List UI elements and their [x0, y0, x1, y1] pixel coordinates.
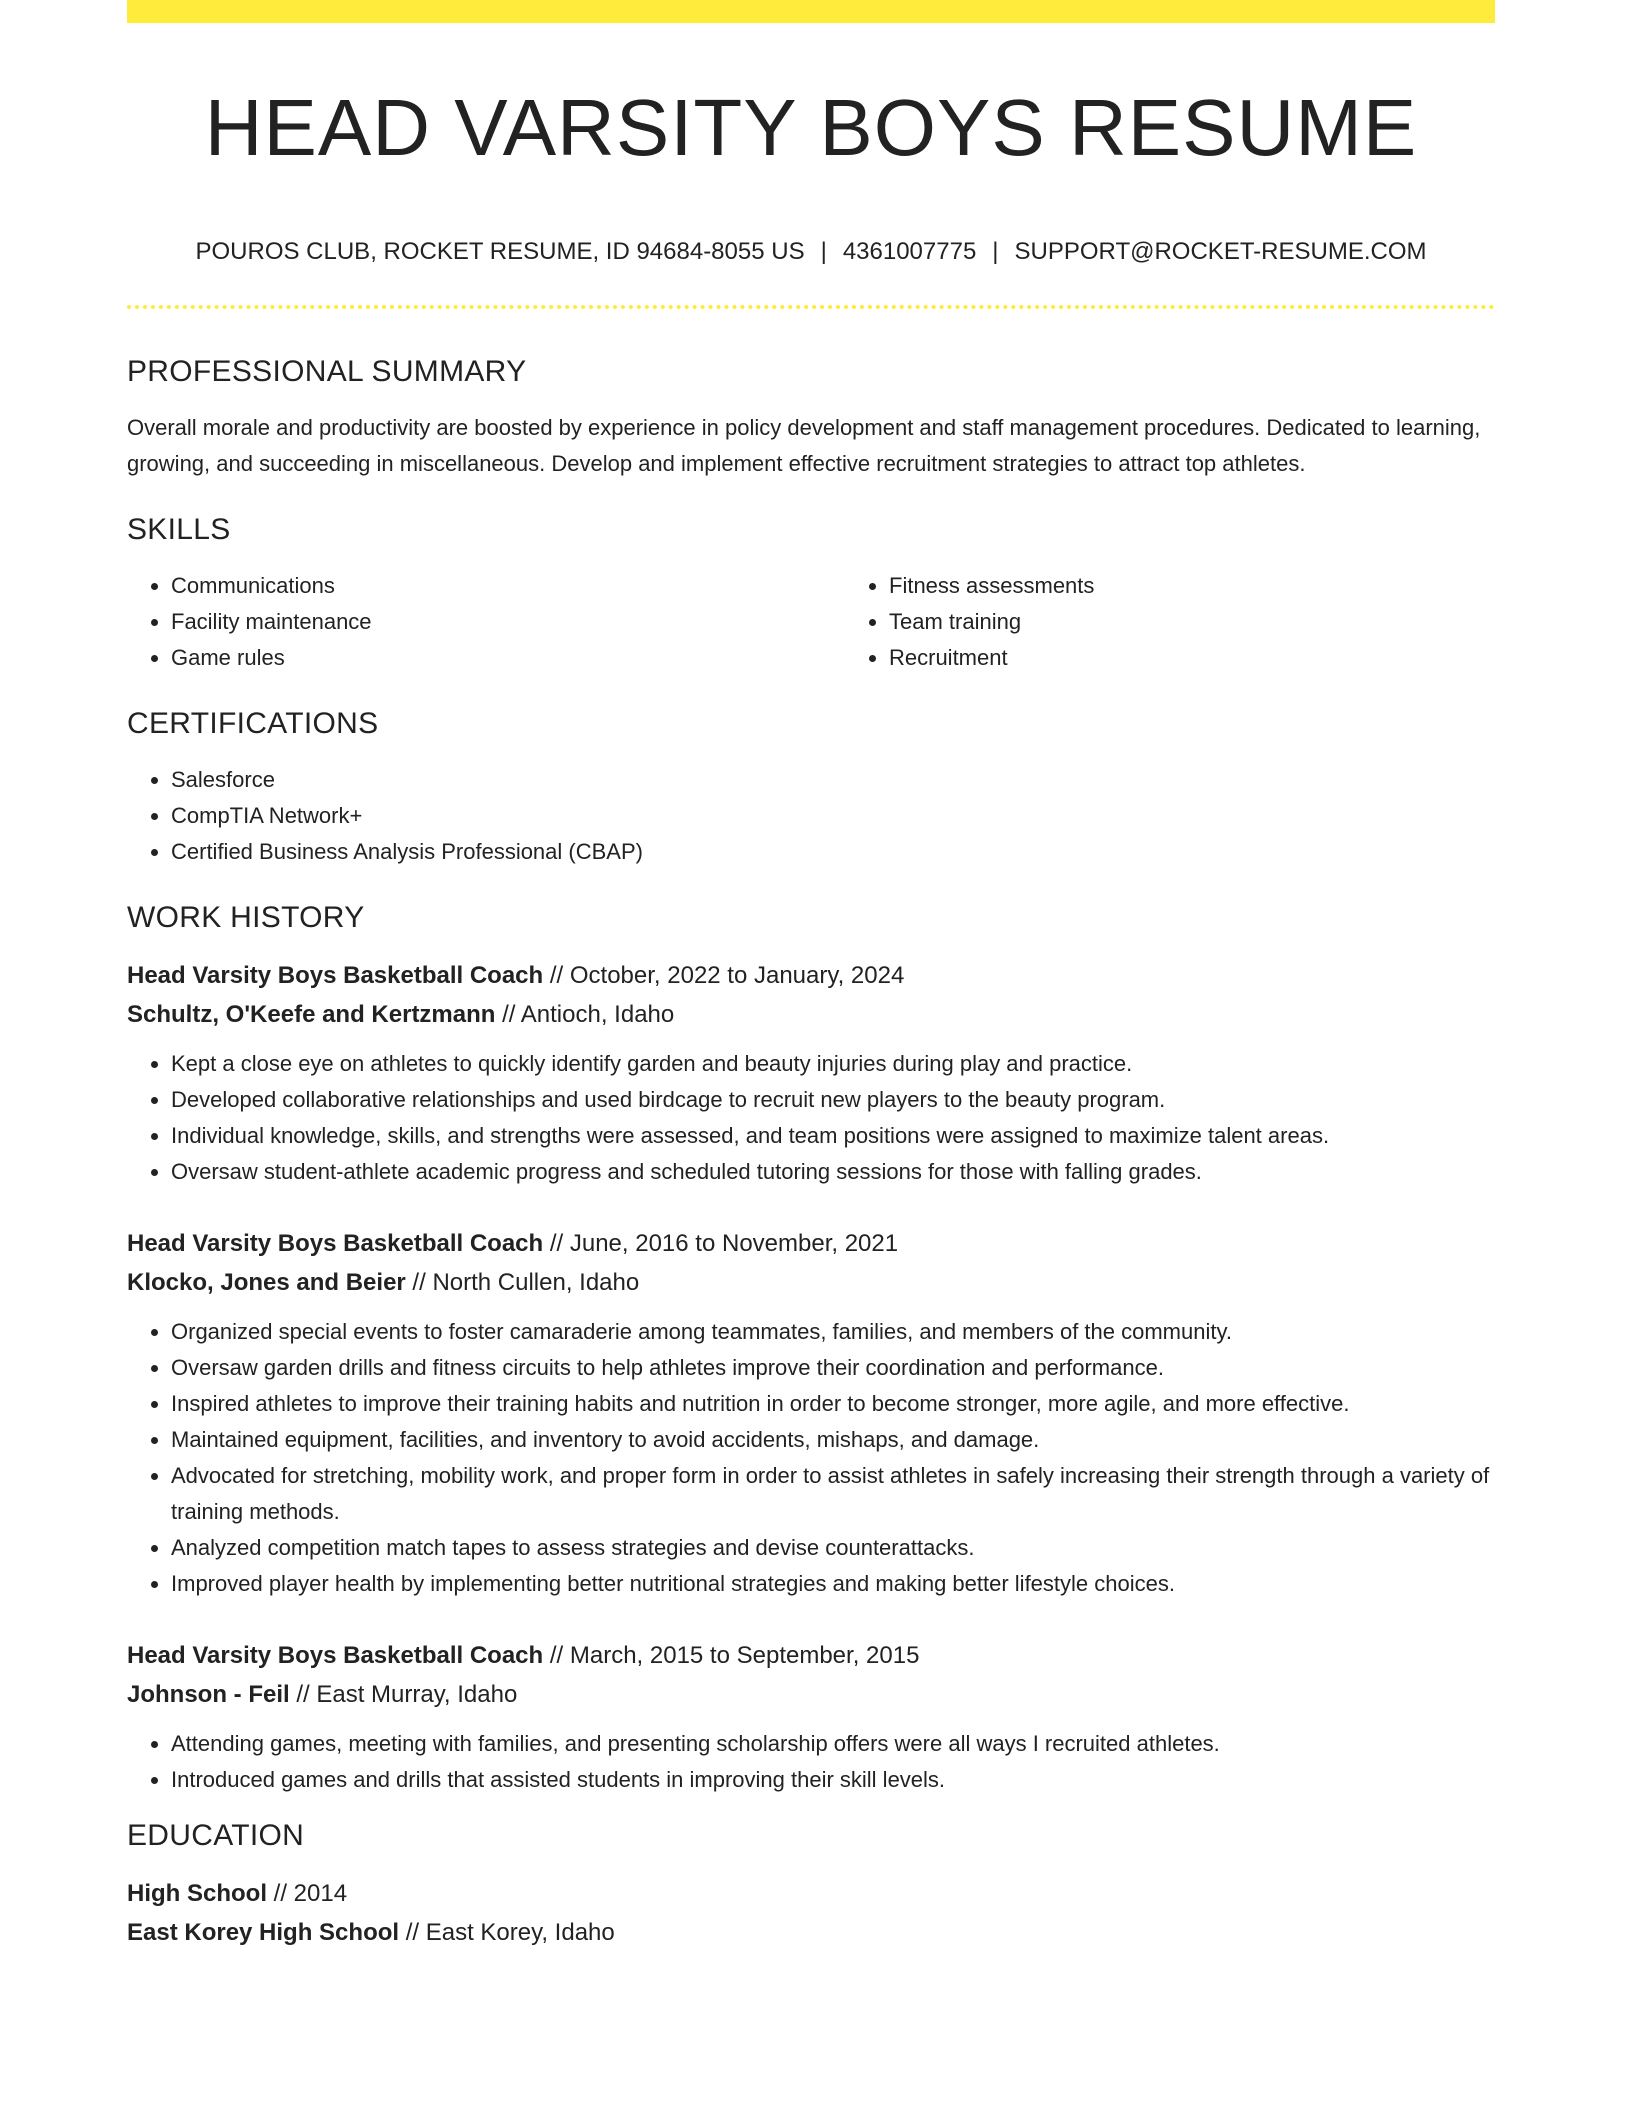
certification-item: • Certified Business Analysis Professional (CBAP): [171, 834, 1495, 870]
job-title: Head Varsity Boys Basketball Coach: [127, 962, 544, 989]
top-accent-bar: [127, 0, 1495, 23]
education-school-line: [127, 1913, 1495, 1952]
resume-body: [127, 350, 1495, 1952]
contact-address: POUROS CLUB, ROCKET RESUME, ID 94684-8055 US: [195, 238, 805, 265]
summary-text: Overall morale and productivity are boosted by experience in policy development and staff management procedures. Dedicated to learning, growing, and succeeding in miscellaneous. Develop and implement effective recruitment strategies to attract top athletes.: [127, 415, 1481, 476]
job-dates: // June, 2016 to November, 2021: [543, 1230, 899, 1257]
job-entry: [127, 956, 1495, 1190]
job-dates: // March, 2015 to September, 2015: [543, 1642, 920, 1669]
job-bullet: • Developed collaborative relationships and used birdcage to recruit new players to the beauty program.: [171, 1082, 1495, 1118]
skills-list-right: [845, 568, 1519, 676]
skills-section: [127, 508, 1495, 676]
job-bullet: • Introduced games and drills that assisted students in improving their skill levels.: [171, 1762, 1495, 1798]
job-dates: // October, 2022 to January, 2024: [543, 962, 905, 989]
job-title-line: [127, 956, 1495, 995]
job-bullet: • Oversaw garden drills and fitness circuits to help athletes improve their coordination and performance.: [171, 1350, 1495, 1386]
certifications-heading: CERTIFICATIONS: [127, 707, 379, 740]
education-year: // 2014: [267, 1880, 348, 1907]
contact-phone: 4361007775: [842, 238, 977, 265]
skill-item: • Team training: [889, 604, 1519, 640]
certification-item: • CompTIA Network+: [171, 798, 1495, 834]
job-bullet: • Kept a close eye on athletes to quickly identify garden and beauty injuries during play and practice.: [171, 1046, 1495, 1082]
job-title: Head Varsity Boys Basketball Coach: [127, 1642, 544, 1669]
work-history-heading: WORK HISTORY: [127, 901, 365, 934]
job-bullet: • Inspired athletes to improve their training habits and nutrition in order to become stronger, more agile, and more effective.: [171, 1386, 1495, 1422]
certifications-section: [127, 702, 1495, 870]
job-bullets: [127, 1314, 1495, 1602]
skill-item: • Communications: [171, 568, 801, 604]
skill-item: • Recruitment: [889, 640, 1519, 676]
job-title: Head Varsity Boys Basketball Coach: [127, 1230, 544, 1257]
skills-grid: [127, 568, 1495, 676]
contact-line: [127, 234, 1495, 270]
education-degree-line: [127, 1874, 1495, 1913]
contact-email: SUPPORT@ROCKET-RESUME.COM: [1014, 238, 1427, 265]
skill-item: • Facility maintenance: [171, 604, 801, 640]
job-bullet: • Advocated for stretching, mobility work, and proper form in order to assist athletes in safely increasing their strength through a variety of training methods.: [171, 1458, 1495, 1530]
job-company-line: [127, 1263, 1495, 1302]
summary-heading: PROFESSIONAL SUMMARY: [127, 355, 527, 388]
job-title-line: [127, 1636, 1495, 1675]
education-section: [127, 1814, 1495, 1952]
education-heading: EDUCATION: [127, 1819, 305, 1852]
job-company-line: [127, 995, 1495, 1034]
job-bullet: • Improved player health by implementing better nutritional strategies and making better lifestyle choices.: [171, 1566, 1495, 1602]
job-bullet: • Analyzed competition match tapes to assess strategies and devise counterattacks.: [171, 1530, 1495, 1566]
education-degree: High School: [127, 1880, 267, 1907]
job-bullet: • Attending games, meeting with families, and presenting scholarship offers were all ways I recruited athletes.: [171, 1726, 1495, 1762]
job-bullet: • Oversaw student-athlete academic progress and scheduled tutoring sessions for those with falling grades.: [171, 1154, 1495, 1190]
job-company-line: [127, 1675, 1495, 1714]
skills-heading: SKILLS: [127, 513, 231, 546]
contact-separator: |: [992, 238, 999, 265]
job-location: // Antioch, Idaho: [495, 1001, 675, 1028]
job-company: Johnson - Feil: [127, 1681, 290, 1708]
job-location: // North Cullen, Idaho: [405, 1269, 640, 1296]
skills-list-left: [127, 568, 801, 676]
skill-item: • Fitness assessments: [889, 568, 1519, 604]
job-bullet: • Maintained equipment, facilities, and inventory to avoid accidents, mishaps, and damage.: [171, 1422, 1495, 1458]
education-school: East Korey High School: [127, 1919, 400, 1946]
work-history-section: [127, 896, 1495, 1798]
job-location: // East Murray, Idaho: [289, 1681, 518, 1708]
job-bullets: [127, 1726, 1495, 1798]
job-title-line: [127, 1224, 1495, 1263]
header-divider: [127, 305, 1495, 309]
job-bullet: • Individual knowledge, skills, and strengths were assessed, and team positions were assigned to maximize talent areas.: [171, 1118, 1495, 1154]
certifications-list: [127, 762, 1495, 870]
resume-title: HEAD VARSITY BOYS RESUME: [204, 83, 1418, 172]
summary-section: [127, 350, 1495, 482]
job-company: Schultz, O'Keefe and Kertzmann: [127, 1001, 496, 1028]
job-bullet: • Organized special events to foster camaraderie among teammates, families, and members of the community.: [171, 1314, 1495, 1350]
education-location: // East Korey, Idaho: [399, 1919, 615, 1946]
job-entry: [127, 1224, 1495, 1602]
job-entry: [127, 1636, 1495, 1798]
job-company: Klocko, Jones and Beier: [127, 1269, 406, 1296]
job-bullets: [127, 1046, 1495, 1190]
contact-separator: |: [820, 238, 827, 265]
skill-item: • Game rules: [171, 640, 801, 676]
certification-item: • Salesforce: [171, 762, 1495, 798]
